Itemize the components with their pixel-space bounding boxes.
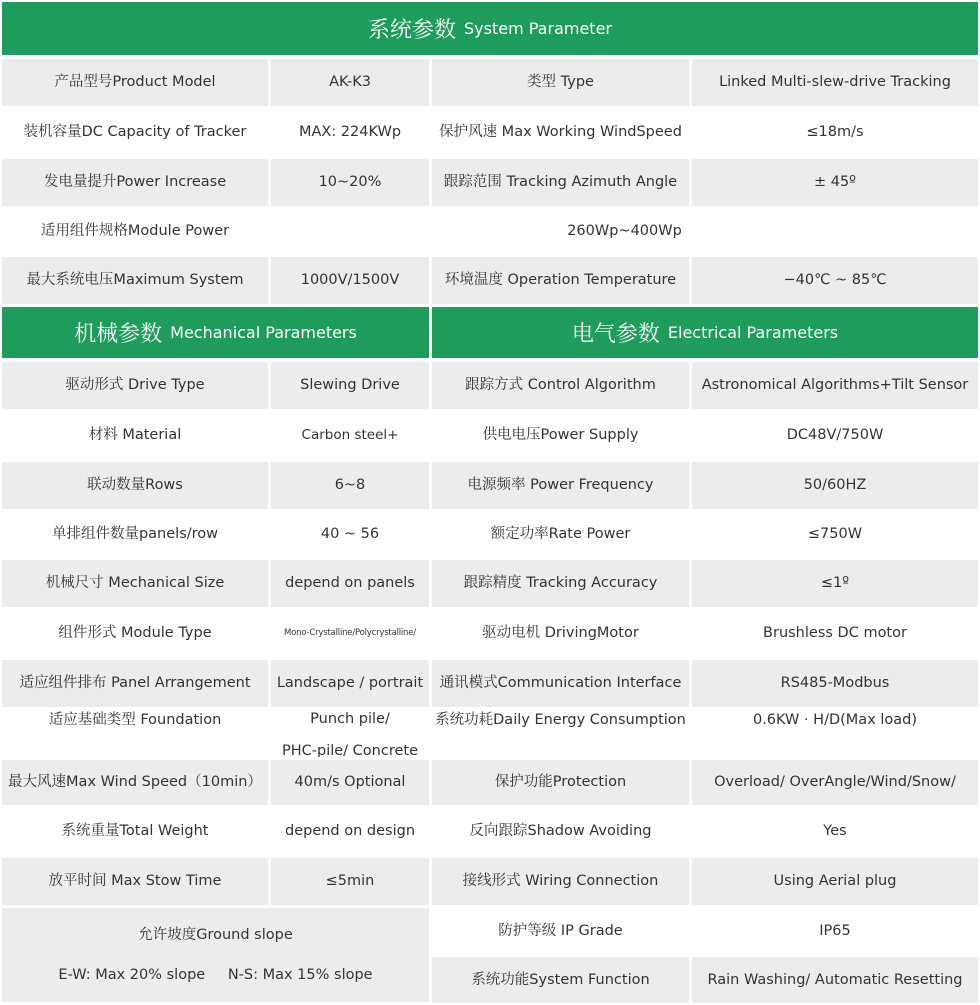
elec-row-9-value: Overload/ OverAngle/Wind/Snow/ — [692, 760, 978, 805]
system-row-3-value: 10~20% — [271, 159, 429, 206]
mech-row-1-label: 驱动形式 Drive Type — [2, 362, 268, 409]
system-row-4-label: 适用组件规格Module Power — [2, 209, 268, 254]
mech-row-1-value: Slewing Drive — [271, 362, 429, 409]
mech-row-7-label: 适应组件排布 Panel Arrangement — [2, 660, 268, 707]
system-row-1-value: AK-K3 — [271, 59, 429, 106]
system-row-5-label: 最大系统电压Maximum System — [2, 257, 268, 304]
foundation-value-line-2: PHC-pile/ Concrete — [281, 742, 418, 757]
system-header-en: System Parameter — [464, 19, 612, 38]
system-row-5-label-2: 环境温度 Operation Temperature — [432, 257, 689, 304]
mech-row-11-label: 放平时间 Max Stow Time — [2, 858, 268, 905]
ground-slope-values — [58, 966, 372, 984]
system-row-3-label-2: 跟踪范围 Tracking Azimuth Angle — [432, 159, 689, 206]
ground-slope-ns: N-S: Max 15% slope — [227, 967, 373, 983]
system-row-1-value-2: Linked Multi-slew-drive Tracking — [692, 59, 978, 106]
elec-row-3-label: 电源频率 Power Frequency — [432, 462, 689, 509]
elec-row-5-label: 跟踪精度 Tracking Accuracy — [432, 560, 689, 607]
system-row-5-value-2: −40℃ ~ 85℃ — [692, 257, 978, 304]
elec-row-5-value: ≤1º — [692, 560, 978, 607]
elec-row-7-value: RS485-Modbus — [692, 660, 978, 707]
mech-row-9-value: 40m/s Optional — [271, 760, 429, 805]
elec-row-7-label: 通讯模式Communication Interface — [432, 660, 689, 707]
system-row-1-label-2: 类型 Type — [432, 59, 689, 106]
mechanical-header-en: Mechanical Parameters — [170, 323, 357, 342]
system-row-1-label: 产品型号Product Model — [2, 59, 268, 106]
ground-slope-ew: E-W: Max 20% slope — [58, 967, 206, 983]
system-row-2-value-2: ≤18m/s — [692, 109, 978, 156]
elec-row-10-label: 反向跟踪Shadow Avoiding — [432, 808, 689, 855]
mech-row-5-label: 机械尺寸 Mechanical Size — [2, 560, 268, 607]
mech-row-8-label: 适应基础类型 Foundation — [2, 707, 268, 757]
elec-row-4-label: 额定功率Rate Power — [432, 512, 689, 557]
system-row-2-label: 装机容量DC Capacity of Tracker — [2, 109, 268, 156]
electrical-parameters-header — [432, 307, 978, 358]
mechanical-header-zh: 机械参数 — [74, 322, 163, 347]
mech-row-6-label: 组件形式 Module Type — [2, 610, 268, 657]
mech-row-3-label: 联动数量Rows — [2, 462, 268, 509]
system-row-3-label: 发电量提升Power Increase — [2, 159, 268, 206]
system-row-3-value-2: ± 45º — [692, 159, 978, 206]
elec-row-11-value: Using Aerial plug — [692, 858, 978, 905]
elec-row-6-label: 驱动电机 DrivingMotor — [432, 610, 689, 657]
elec-row-4-value: ≤750W — [692, 512, 978, 557]
mech-row-2-label: 材料 Material — [2, 412, 268, 459]
system-row-2-value: MAX: 224KWp — [271, 109, 429, 156]
mech-row-8-value — [271, 707, 429, 757]
elec-row-1-value: Astronomical Algorithms+Tilt Sensor — [692, 362, 978, 409]
mech-row-11-value: ≤5min — [271, 858, 429, 905]
mechanical-parameters-header — [2, 307, 429, 358]
elec-row-13-value: Rain Washing/ Automatic Resetting — [692, 957, 978, 1003]
mech-row-2-value: Carbon steel+ — [271, 412, 429, 459]
elec-row-9-label: 保护功能Protection — [432, 760, 689, 805]
elec-row-2-value: DC48V/750W — [692, 412, 978, 459]
ground-slope-label: 允许坡度Ground slope — [138, 926, 293, 943]
system-row-4-value: 260Wp~400Wp — [271, 209, 978, 254]
ground-slope-cell — [2, 908, 429, 1002]
system-row-5-value: 1000V/1500V — [271, 257, 429, 304]
mech-row-3-value: 6~8 — [271, 462, 429, 509]
mech-row-9-label: 最大风速Max Wind Speed（10min） — [2, 760, 268, 805]
elec-row-1-label: 跟踪方式 Control Algorithm — [432, 362, 689, 409]
mech-row-5-value: depend on panels — [271, 560, 429, 607]
system-parameter-header — [2, 2, 978, 55]
system-row-2-label-2: 保护风速 Max Working WindSpeed — [432, 109, 689, 156]
electrical-header-zh: 电气参数 — [571, 322, 660, 347]
elec-row-3-value: 50/60HZ — [692, 462, 978, 509]
elec-row-2-label: 供电电压Power Supply — [432, 412, 689, 459]
mech-row-4-value: 40 ~ 56 — [271, 512, 429, 557]
mech-row-6-value: Mono-Crystalline/Polycrystalline/ — [271, 610, 429, 657]
elec-row-10-value: Yes — [692, 808, 978, 855]
electrical-header-en: Electrical Parameters — [667, 323, 839, 342]
system-header-zh: 系统参数 — [367, 18, 456, 43]
mech-row-7-value: Landscape / portrait — [271, 660, 429, 707]
elec-row-13-label: 系统功能System Function — [432, 957, 689, 1003]
foundation-value-line-1: Punch pile/ — [310, 711, 390, 727]
elec-row-12-label: 防护等级 IP Grade — [432, 908, 689, 954]
elec-row-8-label: 系统功耗Daily Energy Consumption — [432, 707, 689, 757]
mech-row-10-label: 系统重量Total Weight — [2, 808, 268, 855]
elec-row-11-label: 接线形式 Wiring Connection — [432, 858, 689, 905]
elec-row-6-value: Brushless DC motor — [692, 610, 978, 657]
elec-row-8-value: 0.6KW · H/D(Max load) — [692, 707, 978, 757]
elec-row-12-value: IP65 — [692, 908, 978, 954]
mech-row-4-label: 单排组件数量panels/row — [2, 512, 268, 557]
mech-row-10-value: depend on design — [271, 808, 429, 855]
